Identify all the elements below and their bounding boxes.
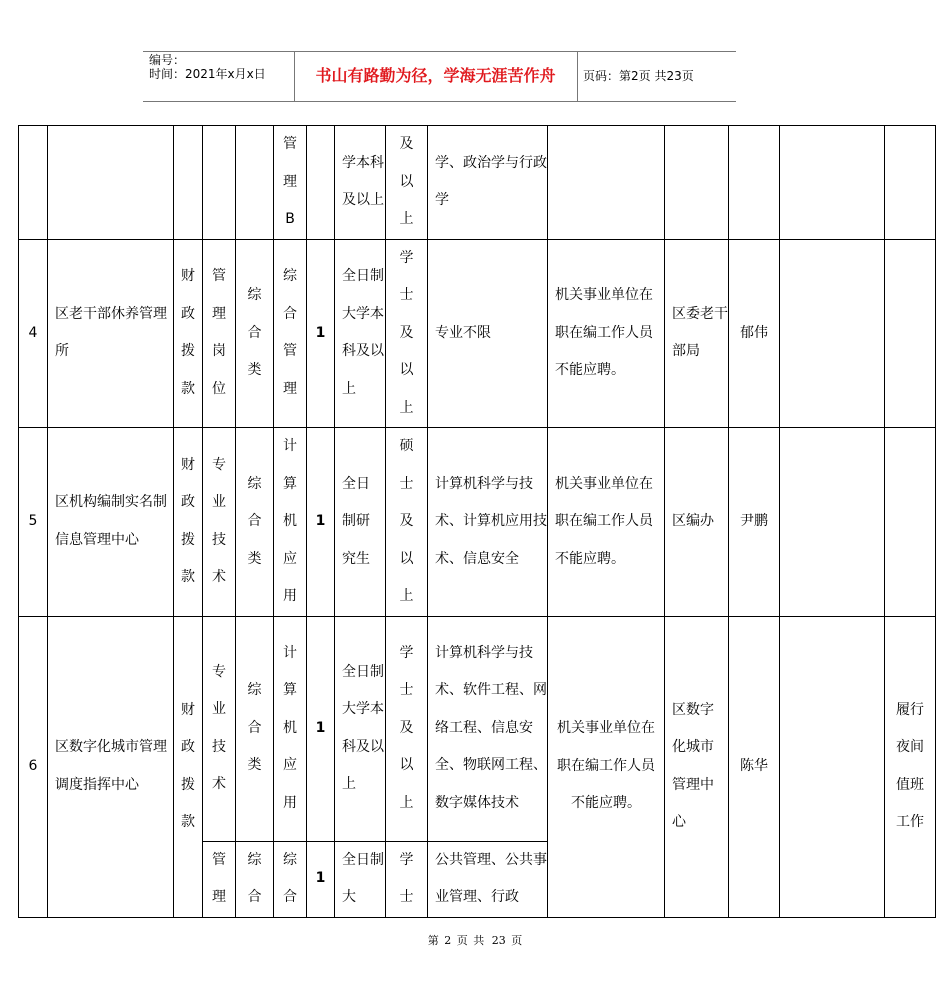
post-type: 管理岗位 <box>203 239 236 428</box>
remark-cell <box>780 126 885 240</box>
hiring-count <box>307 126 335 240</box>
header-motto: 书山有路勤为径，学海无涯苦作舟 <box>315 66 556 85</box>
unit-name: 区数字化城市管理调度指挥中心 <box>48 616 174 917</box>
row-number <box>19 126 48 240</box>
remark-cell <box>780 428 885 617</box>
post-type: 专业技术 <box>203 428 236 617</box>
unit-name: 区机构编制实名制信息管理中心 <box>48 428 174 617</box>
footer-label: 页 <box>456 934 468 947</box>
table-row <box>19 428 936 617</box>
other-requirement <box>548 126 665 240</box>
post-type: 管理 <box>203 841 236 917</box>
major-requirement: 计算机科学与技术、软件工程、网络工程、信息安全、物联网工程、数字媒体技术 <box>428 616 548 841</box>
post-name: 管理B <box>274 126 307 240</box>
footer-label: 页 <box>511 934 523 947</box>
major-requirement: 学、政治学与行政学 <box>428 126 548 240</box>
recruitment-table <box>18 125 936 918</box>
degree-requirement: 学士及以上 <box>386 239 428 428</box>
table-row <box>19 126 936 240</box>
contact-person: 郁伟 <box>729 239 780 428</box>
row-number: 4 <box>19 239 48 428</box>
major-requirement: 公共管理、公共事业管理、行政 <box>428 841 548 917</box>
remark-cell <box>885 428 936 617</box>
post-name: 计算机应用 <box>274 616 307 841</box>
funding-type: 财政拨款 <box>174 616 203 917</box>
education-requirement: 学本科及以上 <box>335 126 386 240</box>
remark-cell <box>780 616 885 917</box>
page-footer <box>0 934 950 948</box>
footer-label: 共 <box>473 934 485 947</box>
header-bottom-rule <box>143 101 736 102</box>
degree-requirement: 学士 <box>386 841 428 917</box>
row-number: 5 <box>19 428 48 617</box>
table-row <box>19 616 936 841</box>
major-requirement: 专业不限 <box>428 239 548 428</box>
post-name: 计算机应用 <box>274 428 307 617</box>
authority-department: 区编办 <box>665 428 729 617</box>
authority-department: 区委老干部局 <box>665 239 729 428</box>
post-type <box>203 126 236 240</box>
hiring-count: 1 <box>307 841 335 917</box>
row-number: 6 <box>19 616 48 917</box>
unit-name: 区老干部休养管理所 <box>48 239 174 428</box>
table-row <box>19 239 936 428</box>
remark-cell <box>885 239 936 428</box>
post-name: 综合管理 <box>274 239 307 428</box>
funding-type: 财政拨款 <box>174 428 203 617</box>
authority-department <box>665 126 729 240</box>
education-requirement: 全日制大学本科及以上 <box>335 239 386 428</box>
post-category: 综合类 <box>236 239 274 428</box>
document-time-label: 时间：2021年x月x日 <box>149 67 266 81</box>
post-category <box>236 126 274 240</box>
remark-cell: 履行夜间值班工作 <box>885 616 936 917</box>
funding-type: 财政拨款 <box>174 239 203 428</box>
other-requirement: 机关事业单位在职在编工作人员不能应聘。 <box>548 239 665 428</box>
degree-requirement: 及以上 <box>386 126 428 240</box>
remark-cell <box>780 239 885 428</box>
education-requirement: 全日制大学本科及以上 <box>335 616 386 841</box>
post-name: 综合 <box>274 841 307 917</box>
authority-department: 区数字化城市管理中心 <box>665 616 729 917</box>
header-divider <box>577 51 578 102</box>
major-requirement: 计算机科学与技术、计算机应用技术、信息安全 <box>428 428 548 617</box>
footer-page-number: 2 <box>444 934 452 947</box>
hiring-count: 1 <box>307 616 335 841</box>
post-category: 综合类 <box>236 428 274 617</box>
degree-requirement: 学士及以上 <box>386 616 428 841</box>
unit-name <box>48 126 174 240</box>
funding-type <box>174 126 203 240</box>
header-page-info: 页码：第2页 共23页 <box>583 69 694 83</box>
education-requirement: 全日制研究生 <box>335 428 386 617</box>
degree-requirement: 硕士及以上 <box>386 428 428 617</box>
contact-person: 陈华 <box>729 616 780 917</box>
contact-person <box>729 126 780 240</box>
footer-label: 第 <box>427 934 439 947</box>
remark-cell <box>885 126 936 240</box>
footer-total-pages: 23 <box>491 934 506 947</box>
post-category: 综合类 <box>236 616 274 841</box>
page-header <box>143 51 736 102</box>
contact-person: 尹鹏 <box>729 428 780 617</box>
post-category: 综合 <box>236 841 274 917</box>
post-type: 专业技术 <box>203 616 236 841</box>
education-requirement: 全日制大 <box>335 841 386 917</box>
document-code-label: 编号： <box>149 53 186 67</box>
header-top-rule <box>143 51 736 52</box>
hiring-count: 1 <box>307 428 335 617</box>
hiring-count: 1 <box>307 239 335 428</box>
other-requirement: 机关事业单位在职在编工作人员不能应聘。 <box>548 428 665 617</box>
other-requirement: 机关事业单位在职在编工作人员不能应聘。 <box>548 616 665 917</box>
